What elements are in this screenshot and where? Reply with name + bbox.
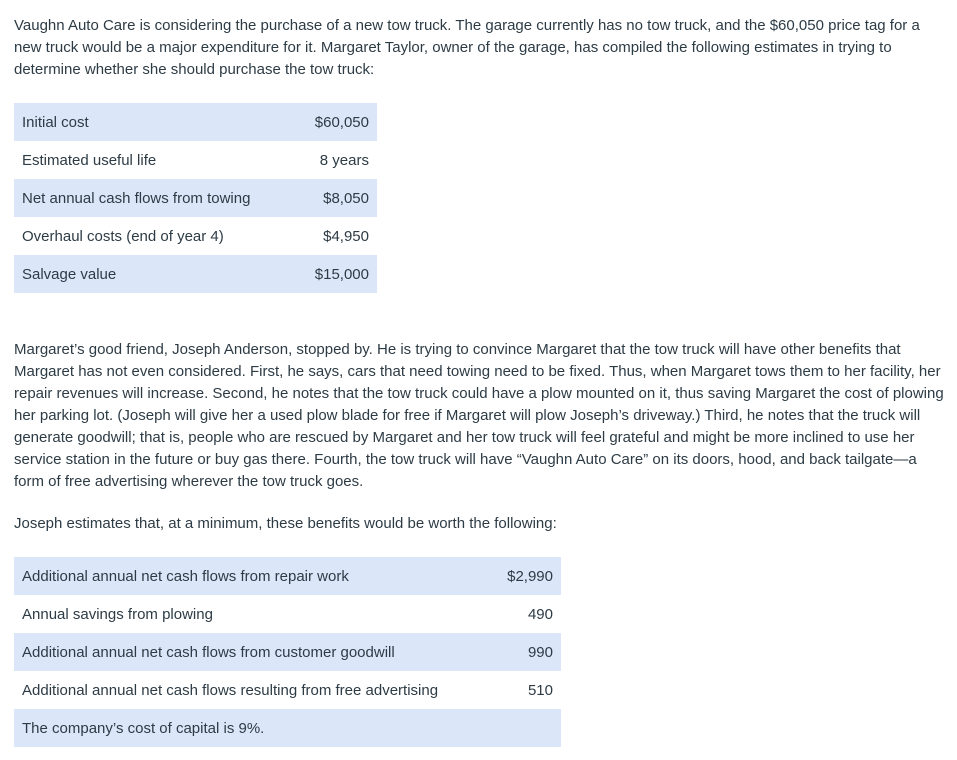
row-value: $60,050: [285, 103, 377, 141]
table-row: [14, 103, 377, 141]
benefits-table: [14, 557, 561, 747]
row-value: $15,000: [285, 255, 377, 293]
row-label: Additional annual net cash flows from repair work: [14, 557, 490, 595]
row-value: $4,950: [285, 217, 377, 255]
row-value: 490: [490, 595, 561, 633]
table-row: [14, 179, 377, 217]
table-row: [14, 217, 377, 255]
row-value: 8 years: [285, 141, 377, 179]
row-value: 990: [490, 633, 561, 671]
row-value: [490, 709, 561, 747]
row-label: Salvage value: [14, 255, 285, 293]
table-row: [14, 595, 561, 633]
table-row: [14, 633, 561, 671]
intro-paragraph: Vaughn Auto Care is considering the purchase of a new tow truck. The garage currently has no tow truck, and the $60,050 price tag for a new truck would be a major expenditure for it. Margaret Taylor, owner of the garage, has compiled the following estimates in trying to determine whether she should purchase the tow truck:: [14, 17, 920, 78]
row-label: Overhaul costs (end of year 4): [14, 217, 285, 255]
row-label: Additional annual net cash flows resulting from free advertising: [14, 671, 490, 709]
cost-of-capital-note: The company’s cost of capital is 9%.: [14, 709, 490, 747]
row-label: Annual savings from plowing: [14, 595, 490, 633]
story-paragraph: Margaret’s good friend, Joseph Anderson, stopped by. He is trying to convince Margaret that the tow truck will have other benefits that Margaret has not even considered. First, he says, cars that need towing need to be fixed. Thus, when Margaret tows them to her facility, her repair revenues will increase. Second, he notes that the tow truck could have a plow mounted on it, thus saving Margaret the cost of plowing her parking lot. (Joseph will give her a used plow blade for free if Margaret will plow Joseph’s driveway.) Third, he notes that the truck will generate goodwill; that is, people who are rescued by Margaret and her tow truck will feel grateful and might be more inclined to use her service station in the future or buy gas there. Fourth, the tow truck will have “Vaughn Auto Care” on its doors, hood, and back tailgate—a form of free advertising wherever the tow truck goes.: [14, 341, 944, 490]
row-label: Estimated useful life: [14, 141, 285, 179]
row-label: Initial cost: [14, 103, 285, 141]
table-row: [14, 671, 561, 709]
row-label: Additional annual net cash flows from customer goodwill: [14, 633, 490, 671]
row-label: Net annual cash flows from towing: [14, 179, 285, 217]
row-value: 510: [490, 671, 561, 709]
table-row: [14, 255, 377, 293]
row-value: $8,050: [285, 179, 377, 217]
table-row: [14, 709, 561, 747]
row-value: $2,990: [490, 557, 561, 595]
estimates-table: [14, 103, 377, 293]
estimate-intro: Joseph estimates that, at a minimum, these benefits would be worth the following:: [14, 515, 557, 532]
table-row: [14, 557, 561, 595]
table-row: [14, 141, 377, 179]
